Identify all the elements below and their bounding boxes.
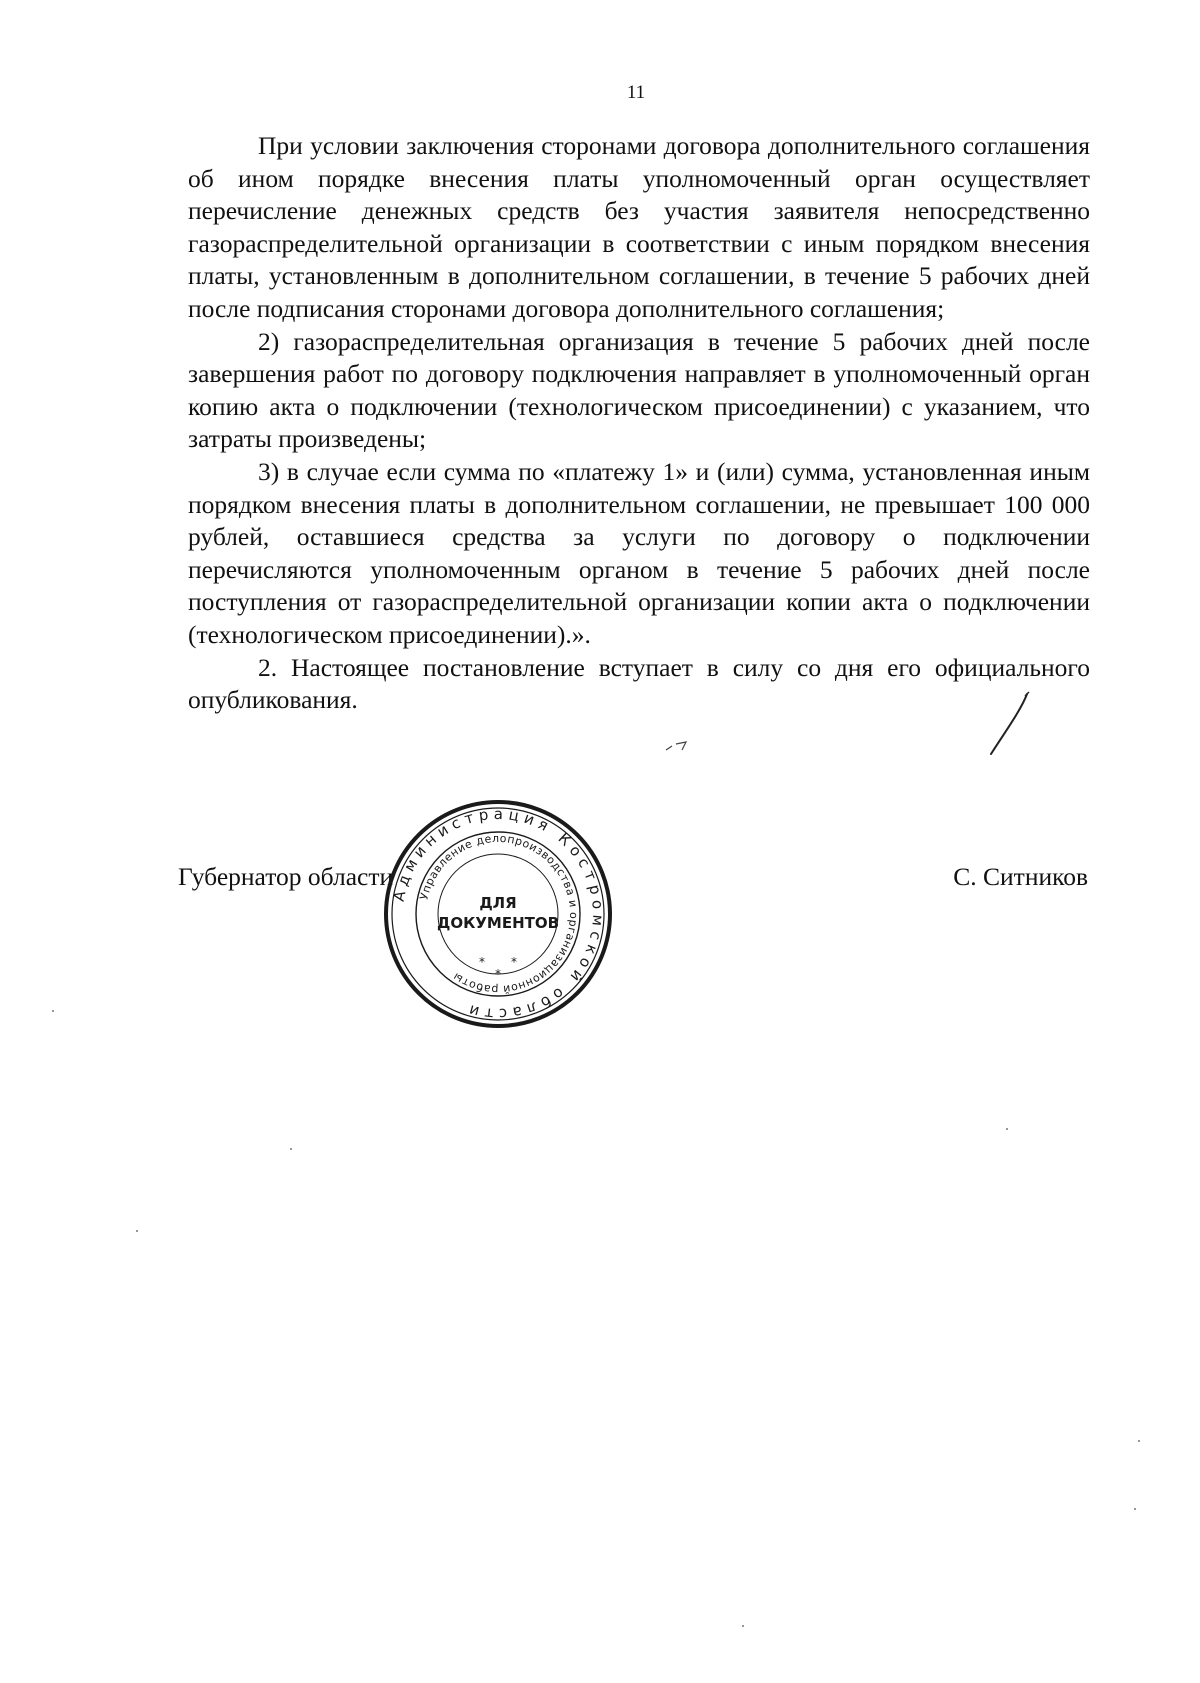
signatory-title: Губернатор области [178,862,394,891]
official-seal-stamp [382,798,614,1030]
scan-speck [1138,1440,1140,1442]
pen-tick-mark [664,736,694,756]
scan-speck [742,1625,744,1627]
scan-speck [1134,1508,1136,1510]
stamp-inner-text: Управление делопроизводства и организационной работы [417,831,581,997]
page-number: 11 [626,82,646,103]
paragraph-3: 3) в случае если сумма по «платежу 1» и (или) сумма, установленная иным порядком внесения платы в дополнительном соглашении, не превышает 100 000 рублей, оставшиеся средства за услуги по договору о подключении перечисляются уполномоченным органом в течение 5 рабочих дней после поступления от газораспределительной организации копии акта о подключении (технологическом присоединении).». [188,456,1090,649]
stamp-center-line1: ДЛЯ [479,894,517,912]
stamp-star-bottom: * [495,967,501,981]
paragraph-1: При условии заключения сторонами договора дополнительного соглашения об ином порядке внесения платы уполномоченный орган осуществляет перечисление денежных средств без участия заявителя непосредственно газораспределительной организации в соответствии с иным порядком внесения платы, установленным в дополнительном соглашении, в течение 5 рабочих дней после подписания сторонами договора дополнительного соглашения; [188,131,1090,323]
stamp-center-line2: ДОКУМЕНТОВ [436,914,560,932]
signature-pen-stroke [985,690,1035,760]
stamp-star-right: * [511,955,517,969]
document-body [188,130,1090,717]
paragraph-4: 2. Настоящее постановление вступает в силу со дня его официального опубликования. [188,652,1090,715]
scan-speck [290,1148,292,1150]
stamp-outer-text: Администрация Костромской области [389,804,608,1024]
scan-speck [136,1230,138,1232]
signature-block [178,862,1088,902]
scan-speck [52,1010,54,1012]
stamp-star-left: * [479,955,485,969]
scan-speck [1006,1128,1008,1130]
signatory-name: С. Ситников [953,862,1088,891]
paragraph-2: 2) газораспределительная организация в течение 5 рабочих дней после завершения работ по договору подключения направляет в уполномоченный орган копию акта о подключении (технологическом присоединении) с указанием, что затраты произведены; [188,326,1090,454]
